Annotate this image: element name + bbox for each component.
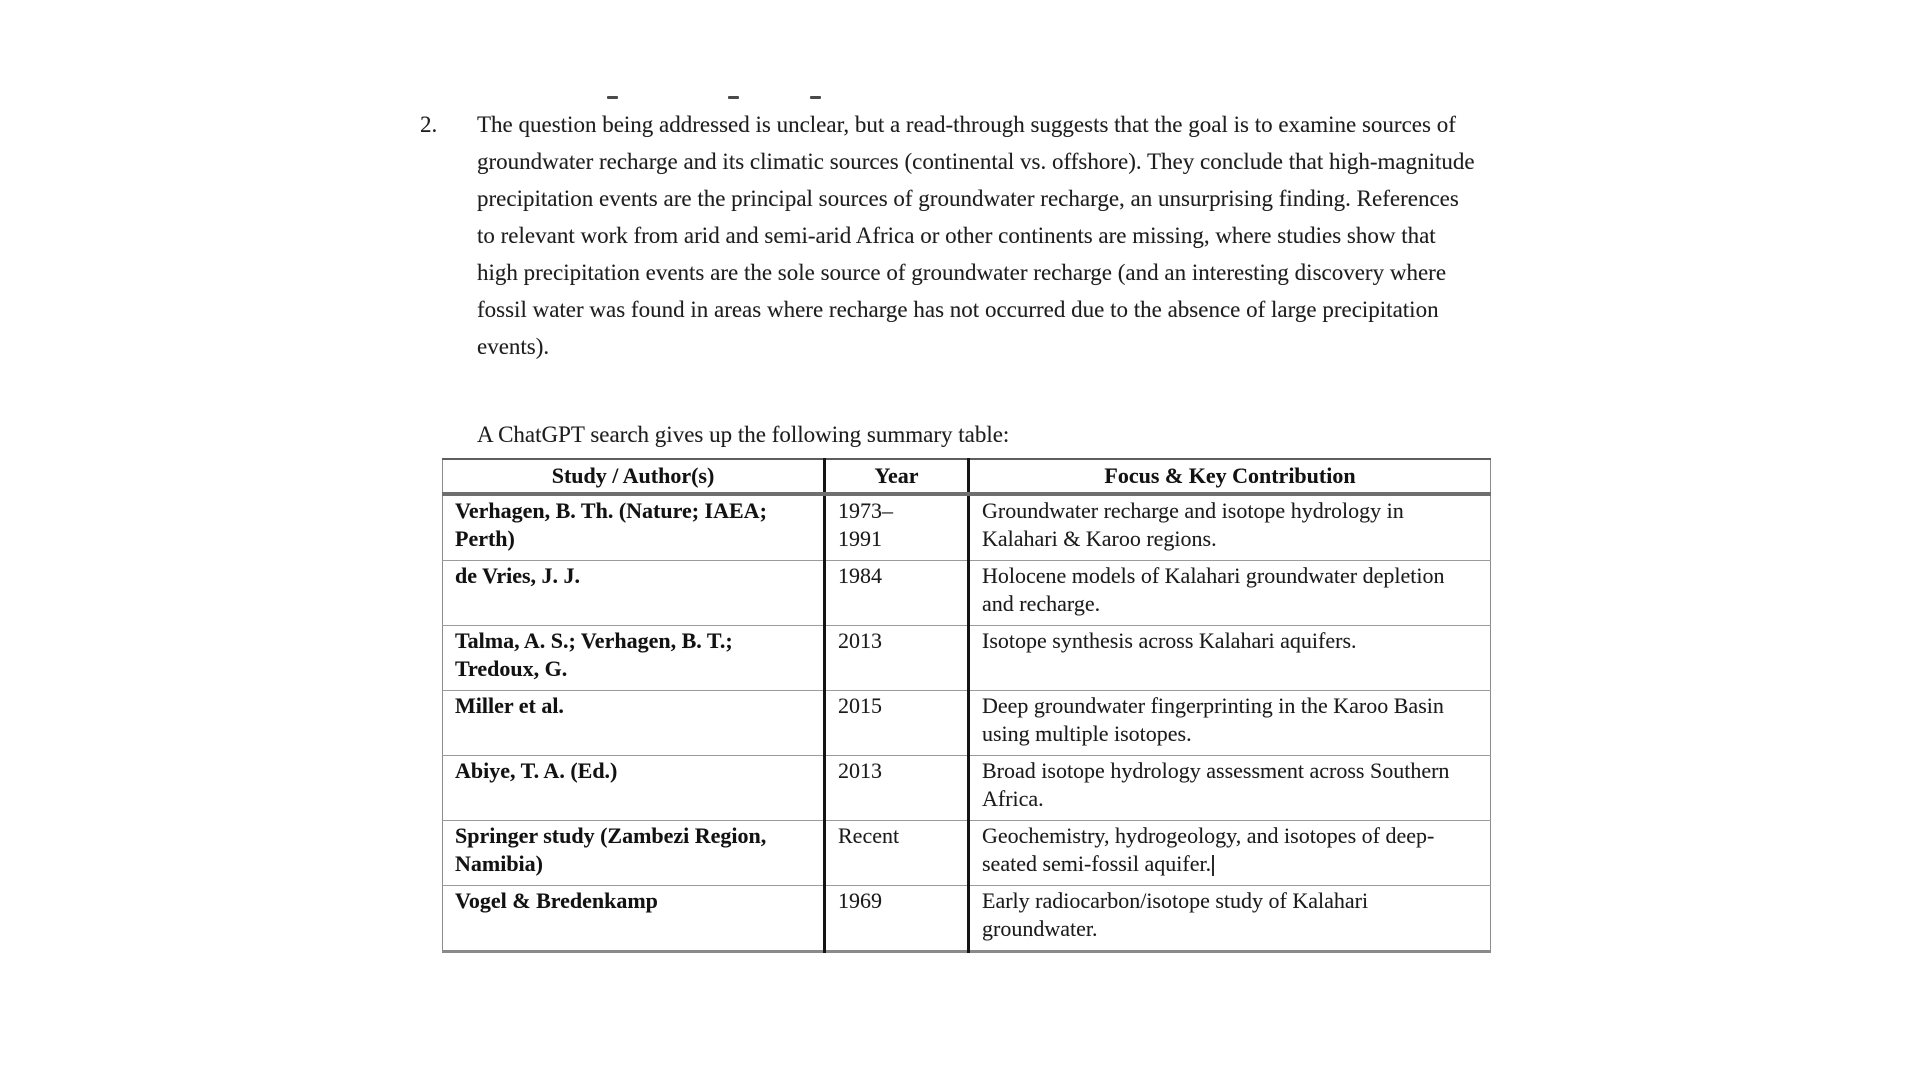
summary-table-container (442, 458, 1491, 953)
year-cell[interactable]: 1969 (825, 886, 969, 952)
column-header-focus: Focus & Key Contribution (969, 459, 1491, 494)
year-cell[interactable]: 1984 (825, 561, 969, 626)
focus-cell[interactable]: Groundwater recharge and isotope hydrology in Kalahari & Karoo regions. (969, 494, 1491, 561)
year-cell[interactable]: 2013 (825, 756, 969, 821)
table-row (443, 561, 1491, 626)
study-cell[interactable]: Talma, A. S.; Verhagen, B. T.; Tredoux, G. (443, 626, 825, 691)
table-row (443, 626, 1491, 691)
summary-table-body (443, 494, 1491, 952)
column-header-year: Year (825, 459, 969, 494)
text-cursor (1212, 855, 1214, 876)
study-cell[interactable]: Miller et al. (443, 691, 825, 756)
text-remnant-dash (810, 96, 821, 99)
table-row (443, 691, 1491, 756)
table-row (443, 756, 1491, 821)
study-cell[interactable]: de Vries, J. J. (443, 561, 825, 626)
table-header-row (443, 459, 1491, 494)
study-cell[interactable]: Abiye, T. A. (Ed.) (443, 756, 825, 821)
focus-cell[interactable]: Holocene models of Kalahari groundwater depletion and recharge. (969, 561, 1491, 626)
cropped-text-remnants (0, 96, 1920, 100)
text-remnant-dash (728, 96, 739, 99)
focus-cell[interactable]: Isotope synthesis across Kalahari aquifers. (969, 626, 1491, 691)
table-row (443, 821, 1491, 886)
focus-cell[interactable]: Early radiocarbon/isotope study of Kalahari groundwater. (969, 886, 1491, 952)
column-header-study: Study / Author(s) (443, 459, 825, 494)
focus-cell[interactable]: Deep groundwater fingerprinting in the Karoo Basin using multiple isotopes. (969, 691, 1491, 756)
numbered-paragraph (420, 106, 1482, 365)
study-cell[interactable]: Springer study (Zambezi Region, Namibia) (443, 821, 825, 886)
paragraph-text[interactable]: The question being addressed is unclear, but a read-through suggests that the goal is to examine sources of groundwater recharge and its climatic sources (continental vs. offshore). They conclude that high-magnitude precipitation events are the principal sources of groundwater recharge, an unsurprising finding. References to relevant work from arid and semi-arid Africa or other continents are missing, where studies show that high precipitation events are the sole source of groundwater recharge (and an interesting discovery where fossil water was found in areas where recharge has not occurred due to the absence of large precipitation events). (477, 112, 1475, 359)
summary-table (442, 458, 1491, 953)
list-item-number: 2. (420, 112, 438, 137)
table-row (443, 494, 1491, 561)
table-row (443, 886, 1491, 952)
focus-cell[interactable]: Geochemistry, hydrogeology, and isotopes of deep-seated semi-fossil aquifer. (969, 821, 1491, 886)
table-intro-line[interactable]: A ChatGPT search gives up the following summary table: (477, 422, 1010, 447)
year-cell[interactable]: 2015 (825, 691, 969, 756)
study-cell[interactable]: Vogel & Bredenkamp (443, 886, 825, 952)
year-cell[interactable]: Recent (825, 821, 969, 886)
focus-cell[interactable]: Broad isotope hydrology assessment across Southern Africa. (969, 756, 1491, 821)
study-cell[interactable]: Verhagen, B. Th. (Nature; IAEA; Perth) (443, 494, 825, 561)
year-cell[interactable]: 1973–1991 (825, 494, 969, 561)
text-remnant-dash (607, 96, 618, 99)
year-cell[interactable]: 2013 (825, 626, 969, 691)
